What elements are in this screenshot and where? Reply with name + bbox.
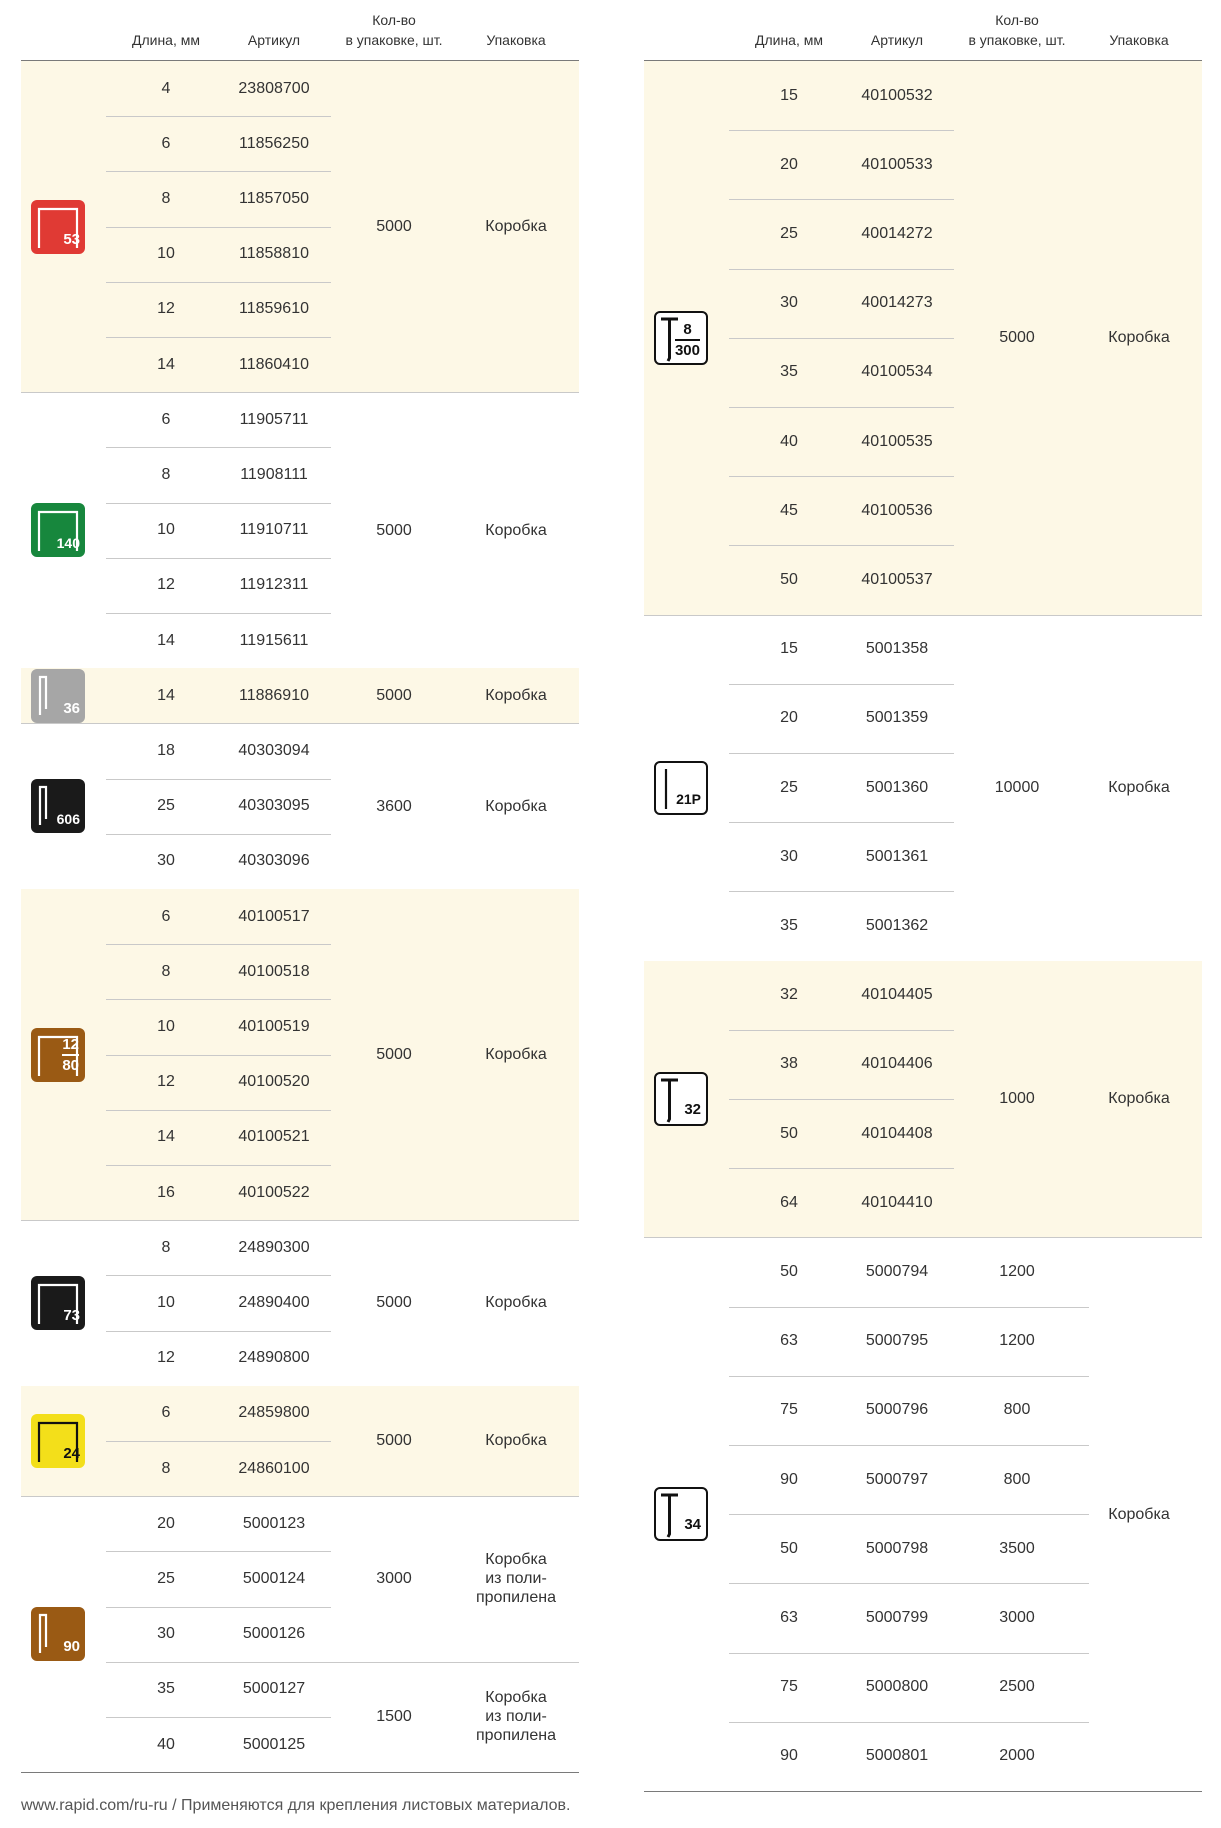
badge-label: 24 bbox=[63, 1444, 80, 1462]
article-cell: 40014273 bbox=[861, 294, 933, 312]
length-cell: 45 bbox=[780, 501, 798, 519]
table-header bbox=[644, 0, 1202, 61]
qty-cell: 5000 bbox=[376, 687, 412, 705]
packaging-cell: Коробка bbox=[485, 797, 547, 815]
length-cell: 40 bbox=[157, 1735, 175, 1753]
qty-cell: 800 bbox=[1003, 1401, 1031, 1419]
length-cell: 50 bbox=[780, 570, 798, 588]
length-cell: 30 bbox=[157, 852, 175, 870]
length-cell: 90 bbox=[780, 1470, 798, 1488]
badge-label: 140 bbox=[56, 535, 80, 552]
length-cell: 30 bbox=[780, 847, 798, 865]
header-packaging: Упаковка bbox=[486, 32, 546, 48]
length-cell: 38 bbox=[780, 1055, 798, 1073]
length-cell: 6 bbox=[161, 134, 171, 152]
article-cell: 40014272 bbox=[861, 224, 933, 242]
packaging-cell: Коробка bbox=[485, 521, 547, 539]
packaging-cell: Коробка bbox=[485, 218, 547, 236]
article-cell: 5000800 bbox=[865, 1678, 929, 1696]
article-cell: 11905711 bbox=[239, 410, 309, 428]
qty-cell: 5000 bbox=[376, 1294, 412, 1312]
length-cell: 25 bbox=[780, 778, 798, 796]
left-table bbox=[21, 0, 579, 1753]
badge-label: 21P bbox=[676, 790, 701, 807]
qty-cell: 3000 bbox=[999, 1608, 1035, 1626]
product-group bbox=[21, 889, 579, 1221]
badge-label: 606 bbox=[56, 811, 80, 828]
footer-text: www.rapid.com/ru-ru / Применяются для крепления листовых материалов. bbox=[21, 1797, 571, 1814]
length-cell: 75 bbox=[780, 1678, 798, 1696]
qty-cell: 5000 bbox=[999, 329, 1035, 347]
article-cell: 40303094 bbox=[238, 741, 310, 759]
article-cell: 5000127 bbox=[242, 1680, 306, 1698]
badge-label: 73 bbox=[63, 1306, 80, 1324]
article-cell: 40303095 bbox=[238, 797, 310, 815]
article-cell: 40100520 bbox=[238, 1073, 310, 1091]
article-cell: 40100533 bbox=[861, 155, 933, 173]
article-cell: 40104405 bbox=[861, 986, 933, 1004]
length-cell: 75 bbox=[780, 1401, 798, 1419]
length-cell: 25 bbox=[157, 797, 175, 815]
qty-cell: 1200 bbox=[999, 1262, 1035, 1280]
length-cell: 14 bbox=[157, 355, 175, 373]
length-cell: 14 bbox=[157, 631, 175, 649]
length-cell: 25 bbox=[780, 224, 798, 242]
product-group bbox=[21, 392, 579, 669]
article-cell: 5001360 bbox=[865, 778, 929, 796]
length-cell: 10 bbox=[157, 521, 175, 539]
header-length: Длина, мм bbox=[754, 32, 824, 48]
right-table bbox=[644, 0, 1202, 1765]
article-cell: 40100517 bbox=[238, 907, 310, 925]
length-cell: 50 bbox=[780, 1262, 798, 1280]
badge-denominator: 300 bbox=[674, 341, 700, 359]
packaging-cell: Коробка bbox=[1108, 329, 1170, 347]
length-cell: 32 bbox=[780, 986, 798, 1004]
length-cell: 15 bbox=[780, 640, 798, 658]
product-group bbox=[21, 1220, 579, 1387]
length-cell: 35 bbox=[780, 363, 798, 381]
badge-label: 90 bbox=[63, 1638, 80, 1656]
badge-denominator: 80 bbox=[62, 1056, 79, 1074]
article-cell: 5000795 bbox=[865, 1332, 929, 1350]
length-cell: 4 bbox=[161, 79, 171, 97]
article-cell: 40100522 bbox=[238, 1183, 310, 1201]
packaging-cell: Коробка bbox=[485, 687, 547, 705]
length-cell: 16 bbox=[157, 1183, 175, 1201]
length-cell: 12 bbox=[157, 1073, 175, 1091]
length-cell: 50 bbox=[780, 1539, 798, 1557]
length-cell: 20 bbox=[157, 1514, 175, 1532]
length-cell: 35 bbox=[780, 916, 798, 934]
length-cell: 8 bbox=[161, 962, 171, 980]
badge-numerator: 12 bbox=[62, 1035, 79, 1053]
length-cell: 8 bbox=[161, 189, 171, 207]
article-cell: 5000799 bbox=[865, 1608, 929, 1626]
subgroup-divider bbox=[106, 1662, 579, 1663]
length-cell: 63 bbox=[780, 1608, 798, 1626]
qty-cell: 3500 bbox=[999, 1539, 1035, 1557]
header-article: Артикул bbox=[870, 32, 924, 48]
article-cell: 5001362 bbox=[865, 916, 929, 934]
header-qty: Кол-во в упаковке, шт. bbox=[345, 12, 443, 48]
length-cell: 10 bbox=[157, 1293, 175, 1311]
article-cell: 5000125 bbox=[242, 1735, 306, 1753]
qty-cell: 5000 bbox=[376, 1046, 412, 1064]
qty-cell: 5000 bbox=[376, 521, 412, 539]
length-cell: 8 bbox=[161, 1459, 171, 1477]
length-cell: 6 bbox=[161, 907, 171, 925]
product-group bbox=[644, 961, 1202, 1239]
qty-cell: 2000 bbox=[999, 1747, 1035, 1765]
length-cell: 30 bbox=[157, 1625, 175, 1643]
badge-label: 36 bbox=[63, 699, 80, 717]
article-cell: 40100532 bbox=[861, 86, 933, 104]
qty-cell: 3600 bbox=[376, 797, 412, 815]
article-cell: 5000801 bbox=[865, 1747, 929, 1765]
length-cell: 64 bbox=[780, 1193, 798, 1211]
packaging-cell: Коробка bbox=[485, 1432, 547, 1450]
article-cell: 5000123 bbox=[242, 1514, 306, 1532]
article-cell: 11912311 bbox=[239, 576, 309, 594]
article-cell: 11858810 bbox=[239, 245, 309, 263]
packaging-cell: Коробка bbox=[1108, 1090, 1170, 1108]
article-cell: 11856250 bbox=[239, 134, 309, 152]
qty-cell: 5000 bbox=[376, 1432, 412, 1450]
qty-cell: 1200 bbox=[999, 1332, 1035, 1350]
article-cell: 40104410 bbox=[861, 1193, 933, 1211]
packaging-cell: Коробка из поли- пропилена bbox=[475, 1689, 557, 1745]
article-cell: 5000126 bbox=[242, 1625, 306, 1643]
qty-cell: 800 bbox=[1003, 1470, 1031, 1488]
length-cell: 50 bbox=[780, 1124, 798, 1142]
article-cell: 24859800 bbox=[238, 1404, 310, 1422]
packaging-cell: Коробка bbox=[1108, 779, 1170, 797]
product-group bbox=[644, 61, 1202, 616]
header-qty: Кол-во в упаковке, шт. bbox=[968, 12, 1066, 48]
length-cell: 25 bbox=[157, 1569, 175, 1587]
product-group bbox=[21, 61, 579, 393]
article-cell: 40104408 bbox=[861, 1124, 933, 1142]
length-cell: 30 bbox=[780, 294, 798, 312]
article-cell: 5000796 bbox=[865, 1401, 929, 1419]
article-cell: 40100518 bbox=[238, 962, 310, 980]
qty-cell: 1500 bbox=[376, 1708, 412, 1726]
article-cell: 11915611 bbox=[239, 631, 309, 649]
article-cell: 11908111 bbox=[240, 465, 308, 483]
badge-label: 34 bbox=[684, 1516, 701, 1534]
product-group bbox=[21, 723, 579, 890]
length-cell: 10 bbox=[157, 245, 175, 263]
article-cell: 5000124 bbox=[242, 1569, 306, 1587]
qty-cell: 5000 bbox=[376, 218, 412, 236]
article-cell: 11860410 bbox=[239, 355, 309, 373]
length-cell: 10 bbox=[157, 1017, 175, 1035]
length-cell: 18 bbox=[157, 741, 175, 759]
header-length: Длина, мм bbox=[131, 32, 201, 48]
badge-label: 53 bbox=[63, 230, 80, 248]
length-cell: 14 bbox=[157, 686, 175, 704]
article-cell: 5000797 bbox=[865, 1470, 929, 1488]
qty-cell: 1000 bbox=[999, 1090, 1035, 1108]
badge-label: 32 bbox=[684, 1100, 701, 1118]
article-cell: 11910711 bbox=[239, 521, 309, 539]
article-cell: 5000798 bbox=[865, 1539, 929, 1557]
product-group bbox=[644, 615, 1202, 962]
article-cell: 40100537 bbox=[861, 570, 933, 588]
length-cell: 63 bbox=[780, 1332, 798, 1350]
table-header bbox=[21, 0, 579, 61]
length-cell: 8 bbox=[161, 1238, 171, 1256]
length-cell: 90 bbox=[780, 1747, 798, 1765]
article-cell: 5000794 bbox=[865, 1262, 929, 1280]
qty-cell: 3000 bbox=[376, 1570, 412, 1588]
length-cell: 20 bbox=[780, 709, 798, 727]
article-cell: 11857050 bbox=[239, 189, 309, 207]
length-cell: 20 bbox=[780, 155, 798, 173]
product-group bbox=[21, 1386, 579, 1497]
header-packaging: Упаковка bbox=[1109, 32, 1169, 48]
packaging-cell: Коробка bbox=[1108, 1505, 1170, 1523]
article-cell: 24890400 bbox=[238, 1293, 310, 1311]
product-group bbox=[21, 1496, 579, 1773]
article-cell: 40100535 bbox=[861, 432, 933, 450]
packaging-cell: Коробка bbox=[485, 1294, 547, 1312]
article-cell: 40303096 bbox=[238, 852, 310, 870]
packaging-cell: Коробка из поли- пропилена bbox=[475, 1551, 557, 1607]
article-cell: 40100536 bbox=[861, 501, 933, 519]
length-cell: 6 bbox=[161, 410, 171, 428]
product-group bbox=[21, 668, 579, 724]
article-cell: 11886910 bbox=[239, 686, 309, 704]
article-cell: 5001359 bbox=[865, 709, 929, 727]
article-cell: 24890800 bbox=[238, 1349, 310, 1367]
article-cell: 11859610 bbox=[239, 300, 309, 318]
length-cell: 40 bbox=[780, 432, 798, 450]
length-cell: 6 bbox=[161, 1404, 171, 1422]
header-article: Артикул bbox=[247, 32, 301, 48]
article-cell: 40100519 bbox=[238, 1017, 310, 1035]
article-cell: 5001358 bbox=[865, 640, 929, 658]
length-cell: 15 bbox=[780, 86, 798, 104]
product-group bbox=[644, 1237, 1202, 1792]
length-cell: 8 bbox=[161, 465, 171, 483]
length-cell: 14 bbox=[157, 1128, 175, 1146]
article-cell: 40100534 bbox=[861, 363, 933, 381]
qty-cell: 10000 bbox=[994, 779, 1040, 797]
article-cell: 40104406 bbox=[861, 1055, 933, 1073]
article-cell: 40100521 bbox=[238, 1128, 310, 1146]
article-cell: 23808700 bbox=[238, 79, 310, 97]
length-cell: 35 bbox=[157, 1680, 175, 1698]
qty-cell: 2500 bbox=[999, 1678, 1035, 1696]
length-cell: 12 bbox=[157, 576, 175, 594]
article-cell: 24860100 bbox=[238, 1459, 310, 1477]
packaging-cell: Коробка bbox=[485, 1046, 547, 1064]
article-cell: 5001361 bbox=[865, 847, 929, 865]
article-cell: 24890300 bbox=[238, 1238, 310, 1256]
length-cell: 12 bbox=[157, 1349, 175, 1367]
length-cell: 12 bbox=[157, 300, 175, 318]
badge-numerator: 8 bbox=[683, 320, 692, 338]
